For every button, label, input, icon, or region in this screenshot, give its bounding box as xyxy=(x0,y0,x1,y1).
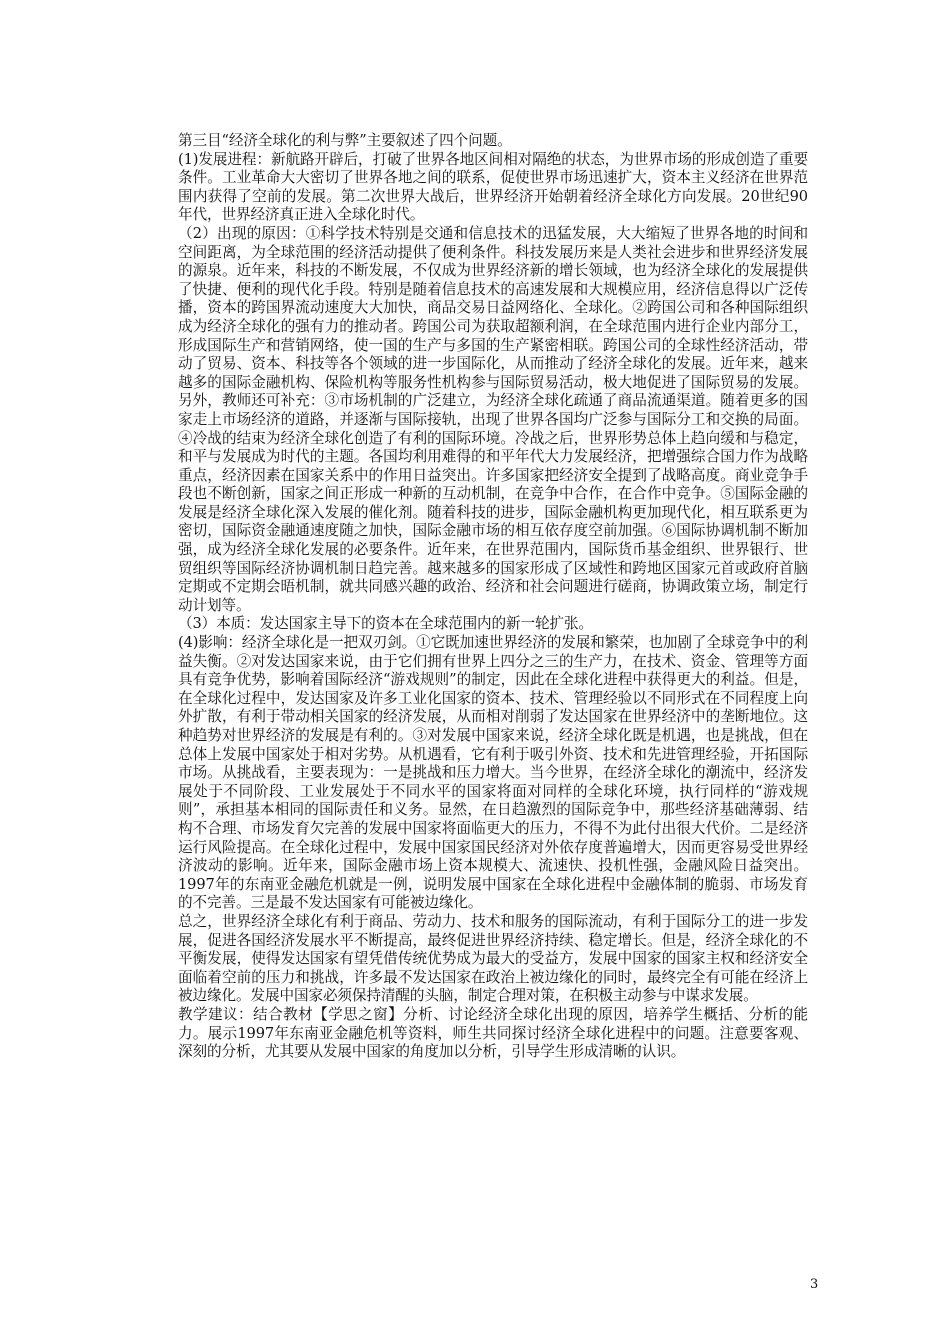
paragraph-teaching-suggestion: 教学建议：结合教材【学思之窗】分析、讨论经济全球化出现的原因，培养学生概括、分析的能力。展示1997年东南亚金融危机等资料，师生共同探讨经济全球化进程中的问题。注意要客观、深刻的分析，尤其要从发展中国家的角度加以分析，引导学生形成清晰的认识。 xyxy=(178,1005,808,1061)
paragraph-essence: （3）本质：发达国家主导下的资本在全球范围内的新一轮扩张。 xyxy=(178,615,594,633)
paragraph-development-process: (1)发展进程：新航路开辟后，打破了世界各地区间相对隔绝的状态，为世界市场的形成创造了重要条件。工业革命大大密切了世界各地之间的联系，促使世界市场迅速扩大，资本主义经济在世界范围内获得了空前的发展。第二次世界大战后，世界经济开始朝着经济全球化方向发展。20世纪90年代，世界经济真正进入全球化时代。 xyxy=(178,150,808,224)
paragraph-causes: （2）出现的原因：①科学技术特别是交通和信息技术的迅猛发展，大大缩短了世界各地的时间和空间距离，为全球范围的经济活动提供了便利条件。科技发展历来是人类社会进步和世界经济发展的源泉。近年来，科技的不断发展，不仅成为世界经济新的增长领域，也为经济全球化的发展提供了快捷、便利的现代化手段。特别是随着信息技术的高速发展和大规模应用，经济信息得以广泛传播，资本的跨国界流动速度大大加快，商品交易日益网络化、全球化。②跨国公司和各种国际组织成为经济全球化的强有力的推动者。跨国公司为获取超额利润，在全球范围内进行企业内部分工，形成国际生产和营销网络，使一国的生产与多国的生产紧密相联。跨国公司的全球性经济活动，带动了贸易、资本、科技等各个领域的进一步国际化，从而推动了经济全球化的发展。近年来，越来越多的国际金融机构、保险机构等服务性机构参与国际贸易活动，极大地促进了国际贸易的发展。另外，教师还可补充：③市场机制的广泛建立，为经济全球化疏通了商品流通渠道。随着更多的国家走上市场经济的道路，并逐渐与国际接轨，出现了世界各国均广泛参与国际分工和交换的局面。④冷战的结束为经济全球化创造了有利的国际环境。冷战之后，世界形势总体上趋向缓和与稳定，和平与发展成为时代的主题。各国均利用难得的和平年代大力发展经济，把增强综合国力作为战略重点，经济因素在国家关系中的作用日益突出。许多国家把经济安全提到了战略高度。商业竞争手段也不断创新，国家之间正形成一种新的互动机制，在竞争中合作，在合作中竞争。⑤国际金融的发展是经济全球化深入发展的催化剂。随着科技的进步，国际金融机构更加现代化，相互联系更为密切，国际资金融通速度随之加快，国际金融市场的相互依存度空前加强。⑥国际协调机制不断加强，成为经济全球化发展的必要条件。近年来，在世界范围内，国际货币基金组织、世界银行、世贸组织等国际经济协调机制日趋完善。越来越多的国家形成了区域性和跨地区国家元首或政府首脑定期或不定期会晤机制，就共同感兴趣的政治、经济和社会问题进行磋商，协调政策立场，制定行动计划等。 xyxy=(178,224,808,614)
paragraph-intro: 第三目“经济全球化的利与弊”主要叙述了四个问题。 xyxy=(178,132,512,149)
paragraph-summary: 总之，世界经济全球化有利于商品、劳动力、技术和服务的国际流动，有利于国际分工的进一步发展，促进各国经济发展水平不断提高，最终促进世界经济持续、稳定增长。但是，经济全球化的不平衡发展，使得发达国家有望凭借传统优势成为最大的受益方，发展中国家的国家主权和经济安全面临着空前的压力和挑战，许多最不发达国家在政治上被边缘化的同时，最终完全有可能在经济上被边缘化。发展中国家必须保持清醒的头脑，制定合理对策，在积极主动参与中谋求发展。 xyxy=(178,912,808,1005)
paragraph-impact: (4)影响：经济全球化是一把双刃剑。①它既加速世界经济的发展和繁荣，也加剧了全球竞争中的利益失衡。②对发达国家来说，由于它们拥有世界上四分之三的生产力，在技术、资金、管理等方面具有竞争优势，影响着国际经济“游戏规则”的制定，因此在全球化进程中获得更大的利益。但是，在全球化过程中，发达国家及许多工业化国家的资本、技术、管理经验以不同形式在不同程度上向外扩散，有利于带动相关国家的经济发展，从而相对削弱了发达国家在世界经济中的垄断地位。这种趋势对世界经济的发展是有利的。③对发展中国家来说，经济全球化既是机遇，也是挑战，但在总体上发展中国家处于相对劣势。从机遇看，它有利于吸引外资、技术和先进管理经验，开拓国际市场。从挑战看，主要表现为：一是挑战和压力增大。当今世界，在经济全球化的潮流中，经济发展处于不同阶段、工业发展处于不同水平的国家将面对同样的全球化环境，执行同样的“游戏规则”，承担基本相同的国际责任和义务。显然，在日趋激烈的国际竞争中，那些经济基础薄弱、结构不合理、市场发育欠完善的发展中国家将面临更大的压力，不得不为此付出很大代价。二是经济运行风险提高。在全球化过程中，发展中国家国民经济对外依存度普遍增大，因而更容易受世界经济波动的影响。近年来，国际金融市场上资本规模大、流速快、投机性强，金融风险日益突出。1997年的东南亚金融危机就是一例，说明发展中国家在全球化进程中金融体制的脆弱、市场发育的不完善。三是最不发达国家有可能被边缘化。 xyxy=(178,634,808,912)
page-number: 3 xyxy=(810,1277,819,1292)
document-body xyxy=(178,132,808,1062)
